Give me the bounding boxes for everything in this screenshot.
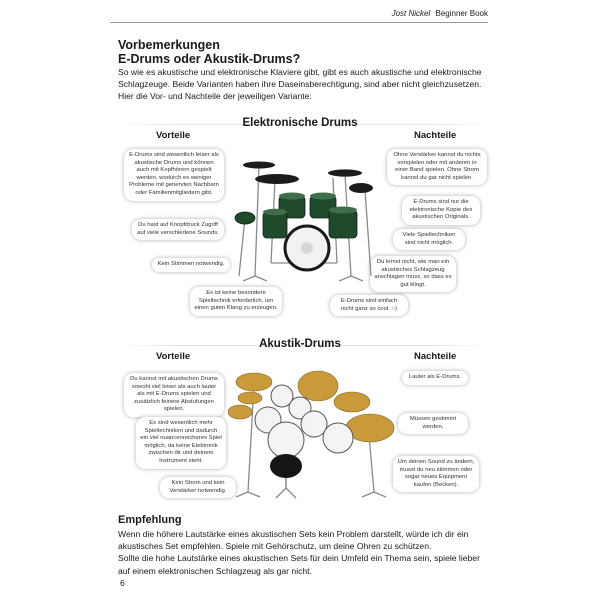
electronic-con-bubble: Du lernst nicht, wie man ein akustisches Schlagzeug anschlagen muss, so dass es gut klingt. [370,256,456,292]
electronic-pro-bubble: E-Drums sind wesentlich leiser als akustische Drums und können auch mit Kopfhörern gespielt werden, wodurch es weniger Probleme mit genervten Nachbarn oder Familienmitgliedern gibt. [124,149,224,201]
electronic-con-bubble: E-Drums sind einfach nicht ganz so cool. :-) [330,295,408,316]
acoustic-pros-label: Vorteile [156,351,191,362]
electronic-con-bubble: Viele Spieltechniken sind nicht möglich. [393,229,465,250]
recommendation-paragraph: Wenn die höhere Lautstärke eines akustischen Sets kein Problem darstellt, würde ich dir ein akustisches Set empfehlen. Spiele mit Gehörschutz, um deine Ohren zu schützen. [118,529,469,552]
e-kit-bass-drum [285,226,329,270]
recommendation-heading: Empfehlung [118,514,182,526]
acoustic-con-bubble: Müssen gestimmt werden. [398,413,468,434]
electronic-pros-label: Vorteile [156,130,191,141]
electronic-pro-bubble: Es ist keine besondere Spieltechnik erforderlich, um einen guten Klang zu erzeugen. [190,287,282,316]
electronic-con-bubble: Ohne Verstärker kannst du nichts vorspielen oder mit anderen in einer Band spielen. Ohne Strom kannst du gar nicht spielen. [387,149,487,185]
acoustic-pro-bubble: Kein Strom und kein Verstärker notwendig. [160,477,236,498]
header-author: Jost Nickel [391,9,431,18]
intro-paragraph-2: Hier die Vor- und Nachteile der jeweiligen Variante: [118,91,312,102]
acoustic-section-title: Akustik-Drums [259,338,341,350]
page-number: 6 [120,578,125,588]
acoustic-pro-bubble: Es sind wesentlich mehr Spieltechniken und dadurch ein viel nuancenreicheres Spiel möglich, da keine Elektronik zwischen dir und deinem Instrument steht. [136,417,226,469]
electronic-section-title: Elektronische Drums [242,117,358,129]
a-kit-throne [270,454,302,488]
running-header [110,6,488,23]
e-kit-cymbals [243,162,373,194]
electronic-con-bubble: E-Drums sind nur die elektronische Kopie des akustischen Originals. [402,196,480,225]
intro-subheading: E-Drums oder Akustik-Drums? [118,52,301,66]
recommendation-paragraph-2: Sollte die hohe Lautstärke eines akustischen Sets für dein Umfeld ein Thema sein, spiele lieber auf einem elektronischen Schlagzeug als gar nicht. [118,553,480,576]
electronic-cons-label: Nachteile [414,130,457,141]
electronic-pro-bubble: Du hast auf Knopfdruck Zugriff auf viele verschiedene Sounds. [132,219,224,240]
electronic-pro-bubble: Kein Stimmen notwendig. [152,258,230,272]
acoustic-drum-kit-image [228,368,398,500]
recommendation-text [118,528,490,577]
electronic-drum-kit-image [225,148,385,283]
intro-text [118,66,490,103]
intro-paragraph: So wie es akustische und elektronische Klaviere gibt, gibt es auch akustische und elektronische Schlagzeuge. Beide Varianten haben ihre Daseinsberechtigung, sind aber nicht gleichzusetzen. [118,67,482,90]
acoustic-cons-label: Nachteile [414,351,457,362]
header-book-title: Beginner Book [435,9,488,18]
acoustic-con-bubble: Lauter als E-Drums. [402,371,468,385]
intro-heading: Vorbemerkungen [118,38,220,52]
acoustic-con-bubble: Um deinen Sound zu ändern, musst du neu stimmen oder sogar neues Equipment kaufen (Becken). [393,456,479,492]
acoustic-pro-bubble: Du kannst mit akustischen Drums sowohl viel leiser als auch lauter als mit E-Drums spielen und zusätzlich feinere Abstufungen spielen. [124,373,224,417]
